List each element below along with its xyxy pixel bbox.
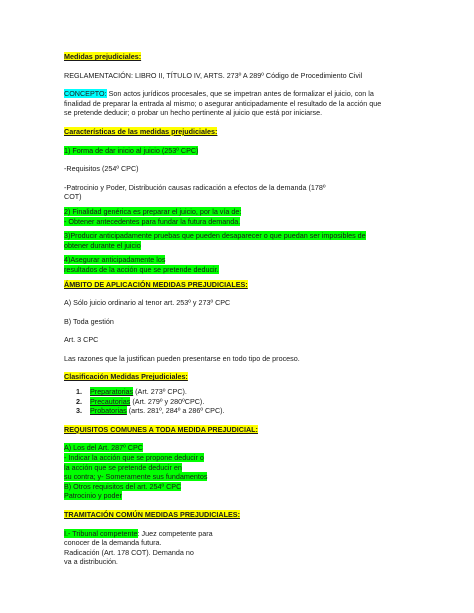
- requisitos-line-6: Patrocinio y poder: [64, 491, 122, 501]
- concepto-label: CONCEPTO:: [64, 89, 107, 99]
- caracteristica-1: 1) Forma de dar inicio al juicio (253º CPC): [64, 145, 199, 155]
- tramitacion-line-1: I.- Tribunal competente: Juez competente para: [64, 528, 213, 538]
- ambito-b: B) Toda gestión: [64, 316, 114, 326]
- caracteristica-2-line-2: - Obtener antecedentes para fundar la futura demanda.: [64, 216, 241, 226]
- patrocinio-line-2: COT): [64, 192, 82, 202]
- concepto-line-2: finalidad de preparar la entrada al mismo; o asegurar anticipadamente el resultado de la acción que: [64, 98, 382, 108]
- document-body: [64, 52, 410, 567]
- tramitacion-line-2: conocer de la demanda futura.: [64, 538, 162, 548]
- tramitacion-heading: TRAMITACIÓN COMÚN MEDIDAS PREJUDICIALES:: [64, 510, 240, 519]
- ambito-a: A) Sólo juicio ordinario al tenor art. 253º y 273º CPC: [64, 298, 231, 308]
- requisitos-line-4: su contra; y- Someramente sus fundamentos: [64, 472, 208, 482]
- caracteristica-2-line-1: 2) Finalidad genérica es preparar el juicio, por la vía de:: [64, 206, 242, 216]
- tramitacion-line-3: Radicación (Art. 178 COT). Demanda no: [64, 547, 194, 557]
- ambito-razones: Las razones que la justifican pueden presentarse en todo tipo de proceso.: [64, 353, 300, 363]
- requisitos-line-5: B) Otros requisitos del art. 254º CPC: [64, 481, 182, 491]
- ambito-heading: ÁMBITO DE APLICACIÓN MEDIDAS PREJUDICIALES:: [64, 279, 248, 289]
- concepto-line-3: se pretende deducir; o probar un hecho pertinente al juicio que está por iniciarse.: [64, 108, 323, 118]
- clasificacion-item: 3. Probatorias (arts. 281º, 284º a 286º CPC).: [76, 406, 225, 416]
- requisitos-comunes-heading: REQUISITOS COMUNES A TODA MEDIDA PREJUDICIAL:: [64, 424, 258, 434]
- concepto-paragraph: [64, 89, 410, 99]
- clasificacion-list: [64, 387, 410, 416]
- clasificacion-item: 2. Precautorias (Art. 279º y 280ºCPC).: [76, 396, 205, 406]
- requisitos-line-2: - Indicar la acción que se propone deducir o: [64, 453, 204, 463]
- ambito-art: Art. 3 CPC: [64, 335, 99, 345]
- caracteristicas-heading: Características de las medidas prejudiciales:: [64, 126, 218, 136]
- caracteristica-3-line-2: obtener durante el juicio: [64, 240, 141, 250]
- clasificacion-item: 1. Preparatorias (Art. 273º CPC).: [76, 387, 187, 397]
- requisitos-line: -Requisitos (254º CPC): [64, 164, 139, 174]
- requisitos-line-1: A) Los del Art. 287º CPC: [64, 443, 143, 453]
- caracteristica-3-line-1: 3)Producir anticipadamente pruebas que pueden desaparecer o que puedan ser imposibles de: [64, 231, 366, 241]
- concepto-line-1: Son actos jurídicos procesales, que se impetran antes de formalizar el juicio, con la: [106, 89, 374, 99]
- caracteristica-4-line-1: 4)Asegurar anticipadamente los: [64, 255, 166, 265]
- reglamentacion-text: REGLAMENTACIÓN: LIBRO II, TÍTULO IV, ARTS. 273º A 289º Código de Procedimiento Civil: [64, 70, 363, 80]
- caracteristica-4-line-2: resultados de la acción que se pretende deducir.: [64, 264, 219, 274]
- clasificacion-heading: Clasificación Medidas Prejudiciales:: [64, 372, 188, 382]
- tramitacion-line-4: va a distribución.: [64, 557, 118, 567]
- requisitos-line-3: la acción que se pretende deducir en: [64, 462, 182, 472]
- document-title: [64, 52, 410, 62]
- title-text: Medidas prejudiciales:: [64, 52, 142, 61]
- patrocinio-line-1: -Patrocinio y Poder, Distribución causas radicación a efectos de la demanda (178º: [64, 182, 326, 192]
